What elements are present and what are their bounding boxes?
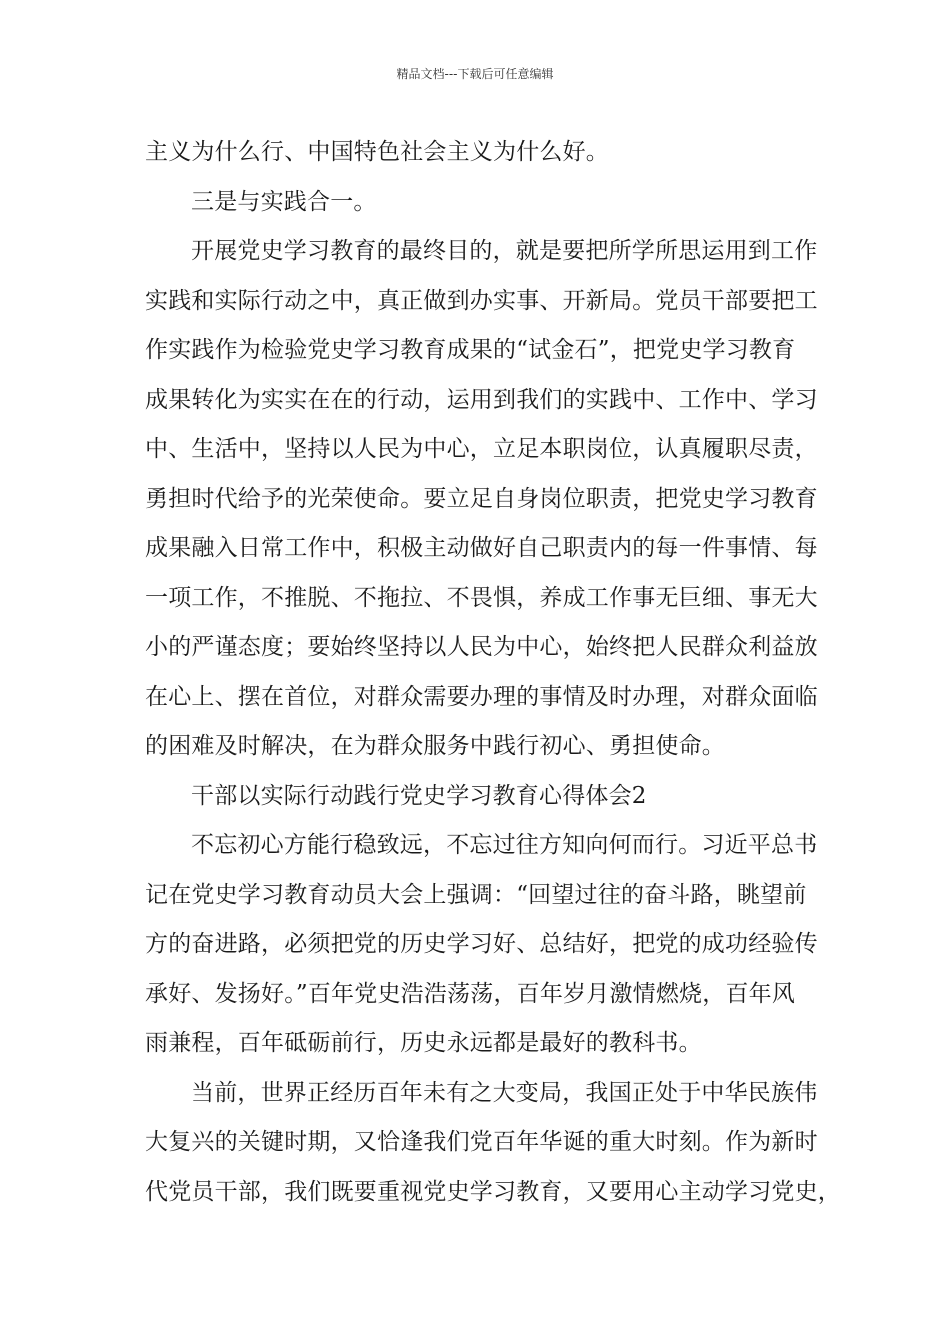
text-line: 方的奋进路，必须把党的历史学习好、总结好，把党的成功经验传 <box>145 931 818 957</box>
document-body <box>145 128 841 1217</box>
text-line: 代党员干部，我们既要重视党史学习教育，又要用心主动学习党史， <box>145 1178 841 1205</box>
text-line: 大复兴的关键时期，又恰逢我们党百年华诞的重大时刻。作为新时 <box>145 1129 818 1155</box>
text-line: 记在党史学习教育动员大会上强调：“回望过往的奋斗路，眺望前 <box>145 881 807 908</box>
text-line: 的困难及时解决，在为群众服务中践行初心、勇担使命。 <box>145 733 725 759</box>
text-line: 实践和实际行动之中，真正做到办实事、开新局。党员干部要把工 <box>145 287 818 314</box>
text-line: 勇担时代给予的光荣使命。要立足自身岗位职责，把党史学习教育 <box>145 485 818 512</box>
section-heading: 干部以实际行动践行党史学习教育心得体会2 <box>191 782 647 809</box>
text-line: 承好、发扬好。”百年党史浩浩荡荡，百年岁月激情燃烧，百年风 <box>145 980 796 1007</box>
text-line: 当前，世界正经历百年未有之大变局，我国正处于中华民族伟 <box>191 1079 818 1106</box>
text-line: 小的严谨态度；要始终坚持以人民为中心，始终把人民群众利益放 <box>145 634 818 660</box>
text-line: 成果融入日常工作中，积极主动做好自己职责内的每一件事情、每 <box>145 535 818 561</box>
text-line: 在心上、摆在首位，对群众需要办理的事情及时办理，对群众面临 <box>145 683 818 710</box>
text-line: 开展党史学习教育的最终目的，就是要把所学所思运用到工作 <box>191 238 818 264</box>
text-line: 中、生活中，坚持以人民为中心，立足本职岗位，认真履职尽责， <box>145 436 818 462</box>
text-line: 三是与实践合一。 <box>191 188 377 215</box>
text-line: 成果转化为实实在在的行动，运用到我们的实践中、工作中、学习 <box>145 386 818 413</box>
text-line: 作实践作为检验党史学习教育成果的“试金石”，把党史学习教育 <box>145 337 796 363</box>
text-line: 主义为什么行、中国特色社会主义为什么好。 <box>145 139 609 165</box>
text-line: 不忘初心方能行稳致远，不忘过往方知向何而行。习近平总书 <box>191 832 818 858</box>
page-header: 精品文档---下载后可任意编辑 <box>396 67 554 81</box>
text-line: 一项工作，不推脱、不拖拉、不畏惧，养成工作事无巨细、事无大 <box>145 584 818 611</box>
text-line: 雨兼程，百年砥砺前行，历史永远都是最好的教科书。 <box>145 1030 702 1056</box>
